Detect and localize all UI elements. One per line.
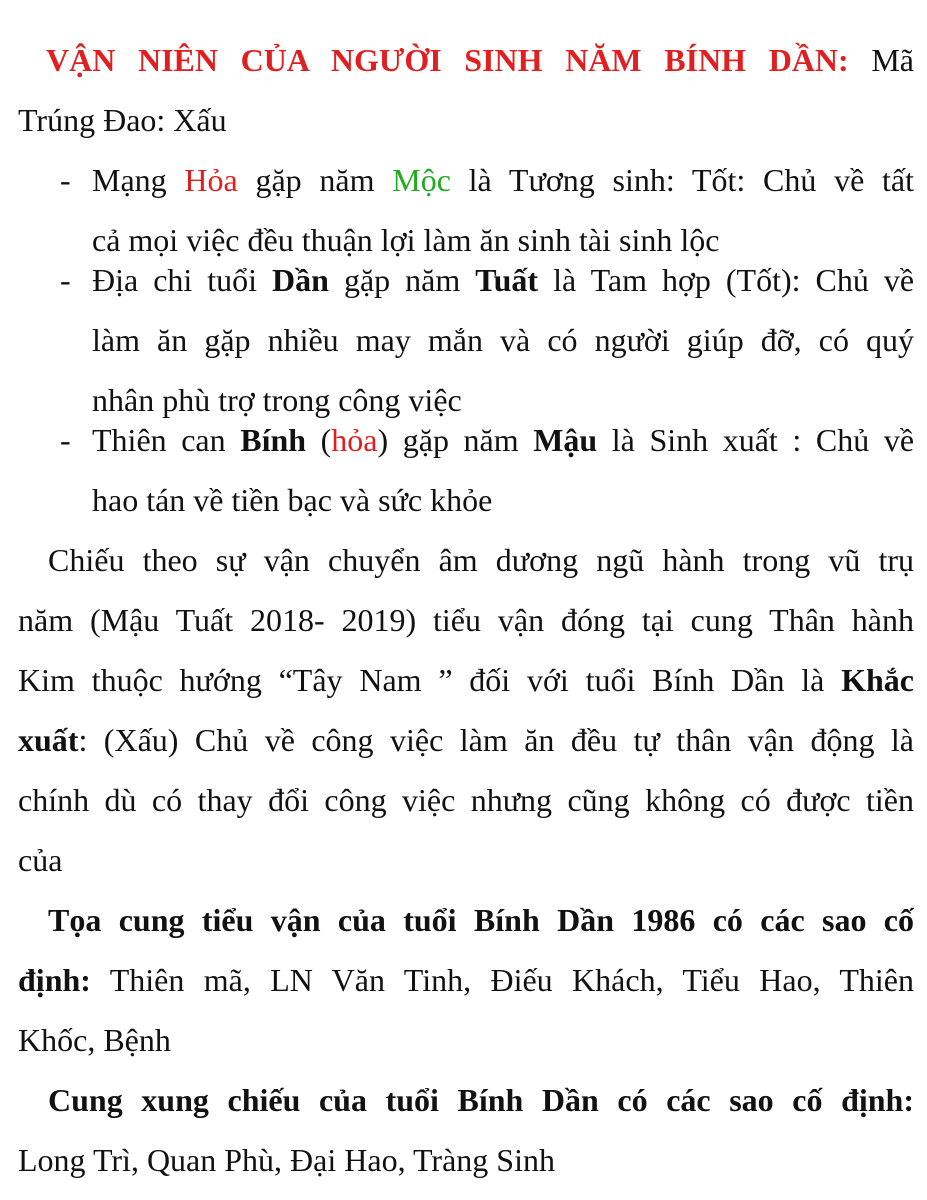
para1-line-5: chính dù có thay đổi công việc nhưng cũng không có được tiền (18, 782, 914, 818)
heading-subline: Trúng Đao: Xấu (18, 102, 227, 138)
para1-line-6: của (18, 842, 63, 878)
bullet-dash: - (60, 162, 71, 198)
bullet-dash: - (60, 422, 71, 458)
para1-line-2: năm (Mậu Tuất 2018- 2019) tiểu vận đóng tại cung Thân hành (18, 602, 914, 638)
para2-line-3: Khốc, Bệnh (18, 1022, 171, 1058)
bullet-3-line-1: Thiên can Bính (hỏa) gặp năm Mậu là Sinh xuất : Chủ về (92, 422, 915, 458)
bullet-2-line-3: nhân phù trợ trong công việc (92, 382, 462, 418)
para1-line-1: Chiếu theo sự vận chuyển âm dương ngũ hành trong vũ trụ (48, 542, 914, 578)
bullet-3-line-2: hao tán về tiền bạc và sức khỏe (92, 482, 493, 518)
para1-line-4: xuất: (Xấu) Chủ về công việc làm ăn đều tự thân vận động là (18, 722, 914, 758)
para2-line-1: Tọa cung tiểu vận của tuổi Bính Dần 1986 có các sao cố (48, 902, 914, 938)
bullet-1-line-1: Mạng Hỏa gặp năm Mộc là Tương sinh: Tốt: Chủ về tất (92, 162, 915, 198)
bullet-1-line-2: cả mọi việc đều thuận lợi làm ăn sinh tài sinh lộc (92, 222, 720, 258)
bullet-2-line-1: Địa chi tuổi Dần gặp năm Tuất là Tam hợp (Tốt): Chủ về (92, 262, 915, 298)
bullet-2-line-2: làm ăn gặp nhiều may mắn và có người giúp đỡ, có quý (92, 322, 914, 358)
heading-title: VẬN NIÊN CỦA NGƯỜI SINH NĂM BÍNH DẦN: (46, 42, 849, 78)
para1-line-3: Kim thuộc hướng “Tây Nam ” đối với tuổi Bính Dần là Khắc (18, 662, 914, 698)
para3-line-2: Long Trì, Quan Phù, Đại Hao, Tràng Sinh (18, 1142, 555, 1178)
para3-line-1: Cung xung chiếu của tuổi Bính Dần có các sao cố định: (48, 1082, 914, 1118)
bullet-dash: - (60, 262, 71, 298)
para2-line-2: định: Thiên mã, LN Văn Tinh, Điếu Khách, Tiểu Hao, Thiên (18, 962, 914, 998)
heading-line: VẬN NIÊN CỦA NGƯỜI SINH NĂM BÍNH DẦN: Mã (46, 42, 915, 78)
